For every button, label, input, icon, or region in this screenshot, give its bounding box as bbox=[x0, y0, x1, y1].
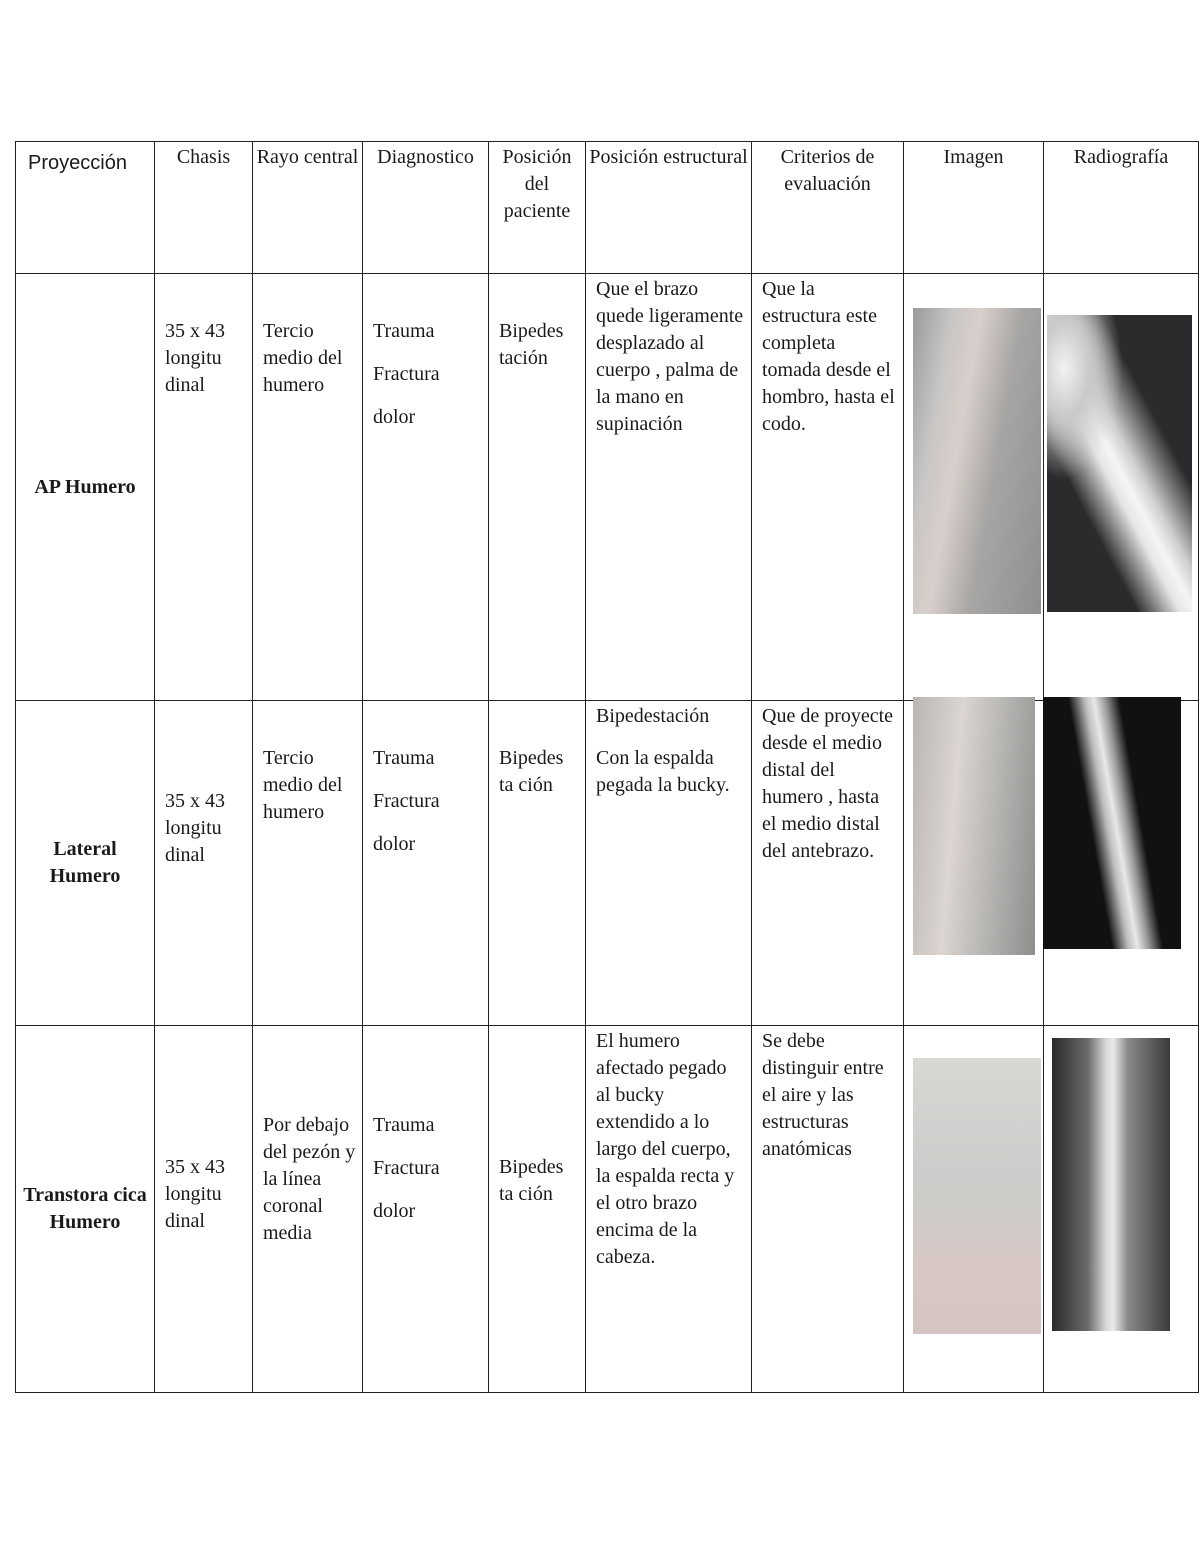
row-chasis: 35 x 43 longitu dinal bbox=[155, 701, 253, 1026]
diagnostico-item: dolor bbox=[373, 406, 416, 428]
row-rayo-central: Tercio medio del humero bbox=[253, 701, 363, 1026]
row-chasis: 35 x 43 longitu dinal bbox=[155, 1026, 253, 1393]
row-criterios: Que de proyecte desde el medio distal del humero , hasta el medio distal del antebrazo. bbox=[752, 701, 904, 1026]
row-proyeccion: Transtora cica Humero bbox=[16, 1026, 155, 1393]
transtoracica-humero-xray bbox=[1052, 1038, 1170, 1331]
row-criterios: Se debe distinguir entre el aire y las estructuras anatómicas bbox=[752, 1026, 904, 1393]
header-rayo-central: Rayo central bbox=[253, 142, 363, 274]
row-diagnostico bbox=[363, 1026, 489, 1393]
row-posicion-estructural: Que el brazo quede ligeramente desplazado al cuerpo , palma de la mano en supinación bbox=[586, 274, 752, 701]
row-diagnostico bbox=[363, 274, 489, 701]
row-rayo-central: Tercio medio del humero bbox=[253, 274, 363, 701]
lateral-humero-xray bbox=[1043, 697, 1181, 949]
lateral-humero-photo bbox=[913, 697, 1035, 955]
ap-humero-photo bbox=[913, 308, 1041, 614]
row-proyeccion: Lateral Humero bbox=[16, 701, 155, 1026]
diagnostico-item: Fractura bbox=[373, 363, 440, 385]
row-posicion-paciente: Bipedes ta ción bbox=[489, 701, 586, 1026]
header-diagnostico: Diagnostico bbox=[363, 142, 489, 274]
header-proyeccion: Proyección bbox=[16, 142, 155, 274]
diagnostico-item: dolor bbox=[373, 1200, 416, 1222]
header-chasis: Chasis bbox=[155, 142, 253, 274]
transtoracica-humero-photo bbox=[913, 1058, 1041, 1334]
diagnostico-item: Trauma bbox=[373, 1114, 435, 1136]
diagnostico-item: Trauma bbox=[373, 320, 435, 342]
header-posicion-paciente: Posición del paciente bbox=[489, 142, 586, 274]
header-row bbox=[16, 142, 1199, 274]
diagnostico-item: Fractura bbox=[373, 790, 440, 812]
row-posicion-paciente: Bipedes tación bbox=[489, 274, 586, 701]
row-proyeccion: AP Humero bbox=[16, 274, 155, 701]
header-imagen: Imagen bbox=[904, 142, 1044, 274]
posicion-line: Con la espalda pegada la bucky. bbox=[596, 747, 730, 796]
posicion-line: Bipedestación bbox=[596, 705, 710, 727]
header-posicion-estructural: Posición estructural bbox=[586, 142, 752, 274]
header-criterios: Criterios de evaluación bbox=[752, 142, 904, 274]
row-posicion-paciente: Bipedes ta ción bbox=[489, 1026, 586, 1393]
row-chasis: 35 x 43 longitu dinal bbox=[155, 274, 253, 701]
diagnostico-item: dolor bbox=[373, 833, 416, 855]
ap-humero-xray bbox=[1047, 315, 1192, 612]
row-rayo-central: Por debajo del pezón y la línea coronal media bbox=[253, 1026, 363, 1393]
diagnostico-item: Trauma bbox=[373, 747, 435, 769]
header-radiografia: Radiografía bbox=[1044, 142, 1199, 274]
diagnostico-item: Fractura bbox=[373, 1157, 440, 1179]
row-posicion-estructural bbox=[586, 701, 752, 1026]
row-diagnostico bbox=[363, 701, 489, 1026]
row-criterios: Que la estructura este completa tomada desde el hombro, hasta el codo. bbox=[752, 274, 904, 701]
row-posicion-estructural: El humero afectado pegado al bucky extendido a lo largo del cuerpo, la espalda recta y el otro brazo encima de la cabeza. bbox=[586, 1026, 752, 1393]
